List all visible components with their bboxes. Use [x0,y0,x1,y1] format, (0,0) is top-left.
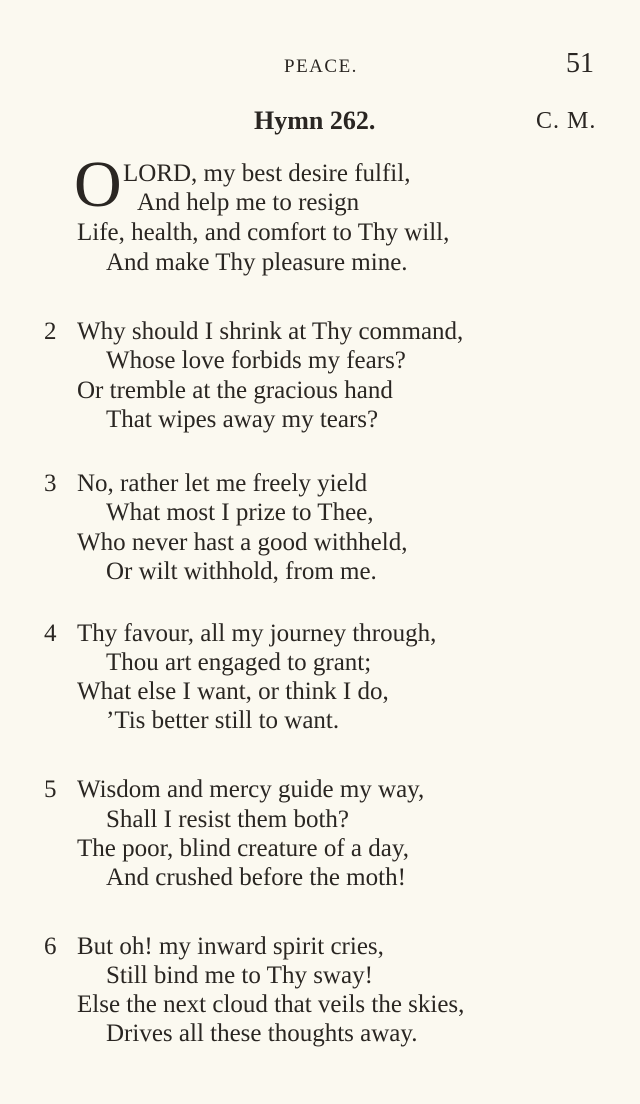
verse-line: And crushed before the moth! [106,864,406,891]
running-head: PEACE. [284,56,358,77]
verse-line: Thou art engaged to grant; [106,649,372,676]
verse-line: Or wilt withhold, from me. [106,558,377,585]
verse-line: Or tremble at the gracious hand [77,377,393,404]
verse-line: What else I want, or think I do, [77,678,389,705]
verse-line: Drives all these thoughts away. [106,1020,418,1047]
drop-cap: O [74,148,122,221]
hymn-meter: C. M. [536,108,597,134]
verse-line: Wisdom and mercy guide my way, [77,776,425,803]
verse-number: 2 [44,318,57,345]
verse-line: The poor, blind creature of a day, [77,835,409,862]
hymn-title: Hymn 262. [254,106,376,135]
verse-line: Shall I resist them both? [106,806,350,833]
page-number: 51 [566,48,594,79]
verse-line: What most I prize to Thee, [106,499,374,526]
verse-line: But oh! my inward spirit cries, [77,933,384,960]
verse-number: 6 [44,933,57,960]
verse-line: Thy favour, all my journey through, [77,620,437,647]
verse-number: 5 [44,776,57,803]
verse-line: And help me to resign [137,189,360,216]
verse-line: ’Tis better still to want. [106,707,340,734]
verse-line: Life, health, and comfort to Thy will, [77,219,450,246]
verse-line: Whose love forbids my fears? [106,347,406,374]
verse-line: That wipes away my tears? [106,406,379,433]
verse-line: No, rather let me freely yield [77,470,368,497]
verse-line: LORD, my best desire fulfil, [123,160,411,187]
verse-line: Why should I shrink at Thy command, [77,318,464,345]
verse-line: Who never hast a good withheld, [77,529,408,556]
verse-line: And make Thy pleasure mine. [106,249,408,276]
verse-number: 3 [44,470,57,497]
verse-line: Still bind me to Thy sway! [106,962,373,989]
verse-number: 4 [44,620,57,647]
verse-line: Else the next cloud that veils the skies, [77,991,465,1018]
